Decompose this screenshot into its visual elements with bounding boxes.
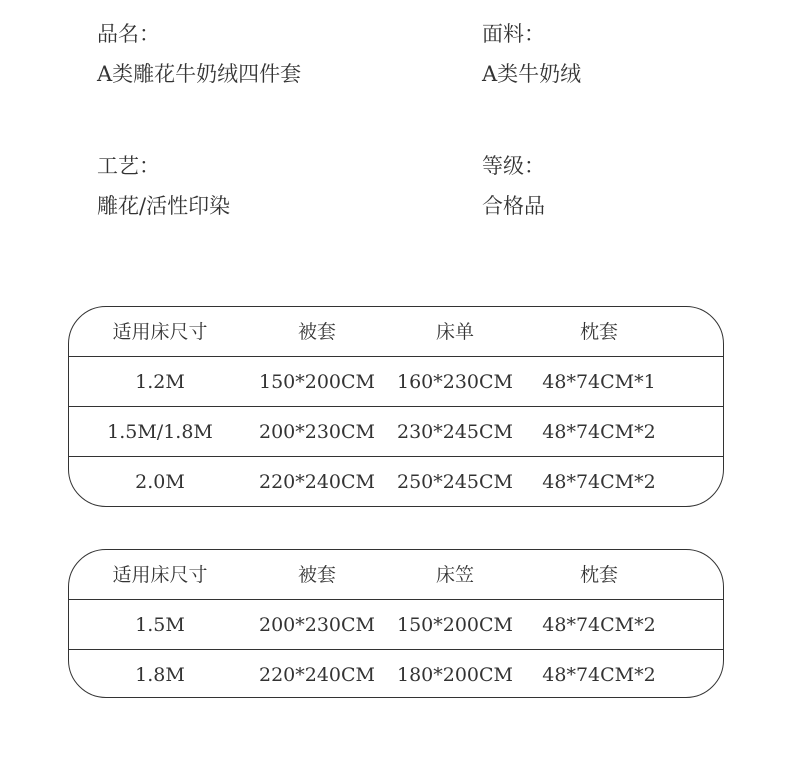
bed-sheet-cell: 230*245CM bbox=[396, 421, 514, 443]
pillowcase-cell: 48*74CM*1 bbox=[542, 371, 656, 393]
product-name-field bbox=[97, 20, 301, 88]
grade-field bbox=[482, 152, 545, 220]
duvet-cover-cell: 220*240CM bbox=[258, 471, 376, 493]
fabric-label: 面料： bbox=[482, 22, 545, 46]
fitted-sheet-cell: 150*200CM bbox=[396, 614, 514, 636]
bed-size-cell: 1.5M bbox=[135, 614, 185, 636]
header-bed-sheet: 床单 bbox=[435, 321, 474, 343]
table-header-row bbox=[69, 550, 723, 600]
table-row bbox=[69, 650, 723, 698]
header-duvet-cover: 被套 bbox=[297, 564, 336, 586]
table-row bbox=[69, 357, 723, 407]
grade-value: 合格品 bbox=[482, 194, 545, 218]
craft-value: 雕花/活性印染 bbox=[97, 194, 231, 218]
pillowcase-cell: 48*74CM*2 bbox=[542, 421, 656, 443]
pillowcase-cell: 48*74CM*2 bbox=[542, 471, 656, 493]
table-header-row bbox=[69, 307, 723, 357]
bed-sheet-cell: 160*230CM bbox=[396, 371, 514, 393]
pillowcase-cell: 48*74CM*2 bbox=[542, 614, 656, 636]
product-name-label: 品名： bbox=[97, 22, 160, 46]
table-row bbox=[69, 600, 723, 650]
duvet-cover-cell: 150*200CM bbox=[258, 371, 376, 393]
size-table-fitted-sheet-set bbox=[68, 549, 724, 698]
duvet-cover-cell: 220*240CM bbox=[258, 664, 376, 686]
size-table-sheet-set bbox=[68, 306, 724, 507]
bed-size-cell: 1.2M bbox=[135, 371, 185, 393]
bed-sheet-cell: 250*245CM bbox=[396, 471, 514, 493]
header-pillowcase: 枕套 bbox=[579, 564, 618, 586]
table-row bbox=[69, 407, 723, 457]
header-fitted-sheet: 床笠 bbox=[435, 564, 474, 586]
product-name-value: A类雕花牛奶绒四件套 bbox=[97, 62, 302, 86]
fabric-field bbox=[482, 20, 581, 88]
bed-size-cell: 2.0M bbox=[135, 471, 185, 493]
duvet-cover-cell: 200*230CM bbox=[258, 421, 376, 443]
grade-label: 等级： bbox=[482, 154, 545, 178]
pillowcase-cell: 48*74CM*2 bbox=[542, 664, 656, 686]
header-bed-size: 适用床尺寸 bbox=[112, 564, 208, 586]
bed-size-cell: 1.5M/1.8M bbox=[107, 421, 213, 443]
bed-size-cell: 1.8M bbox=[135, 664, 185, 686]
table-row bbox=[69, 457, 723, 507]
fitted-sheet-cell: 180*200CM bbox=[396, 664, 514, 686]
craft-field bbox=[97, 152, 230, 220]
header-bed-size: 适用床尺寸 bbox=[112, 321, 208, 343]
fabric-value: A类牛奶绒 bbox=[482, 62, 582, 86]
header-duvet-cover: 被套 bbox=[297, 321, 336, 343]
craft-label: 工艺： bbox=[97, 154, 160, 178]
duvet-cover-cell: 200*230CM bbox=[258, 614, 376, 636]
header-pillowcase: 枕套 bbox=[579, 321, 618, 343]
